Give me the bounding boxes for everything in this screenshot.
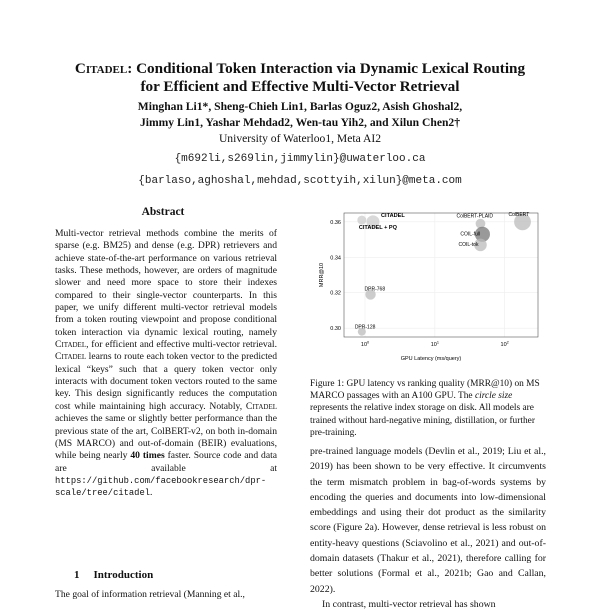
label-colbert: ColBERT xyxy=(508,211,530,218)
x-tick-label: $10^2$ xyxy=(500,340,509,348)
label-coil-tok: COIL-tok xyxy=(458,241,479,248)
y-tick-label: 0.30 xyxy=(330,326,341,333)
abstract-text-3: learns to route each token vector to the predicted lexical “keys” such that a query token vector only interacts with document token vectors routed to the same key. This design significantly reduces the computation cost while maintaining high accuracy. Notably, xyxy=(55,351,277,412)
chart-grid xyxy=(344,213,538,337)
abstract-name-3: Citadel xyxy=(245,400,277,412)
paragraph-dense-retrieval: pre-trained language models (Devlin et al., 2019; Liu et al., 2019) has been shown to be very effective. It circumvents the term mismatch problem in bag-of-words systems by encoding the queries and documents into low-dimensional embeddings and using their dot product as the similarity score (Figure 2a). However, dense retrieval is less robust on entity-heavy questions (Sciavolino et al., 2021) and out-of-domain datasets (Thakur et al., 2021), therefore calling for better solutions (Formal et al., 2021b; Gao and Callan, 2022). xyxy=(310,446,546,595)
caption-emphasis: circle size xyxy=(474,391,513,402)
source-code-link[interactable]: https://github.com/facebookresearch/dpr-scale/tree/citadel xyxy=(55,475,267,499)
figure-caption xyxy=(310,378,546,439)
abstract-text-1: Multi-vector retrieval methods combine the merits of sparse (e.g. BM25) and dense (e.g. DPR) retrievers and achieve state-of-the-art performance on various retrieval tasks. These methods, however, are orders of magnitude slower and need more space to store their indexes compared to their single-vector counterparts. In this paper, we unify different multi-vector retrieval models from a token routing viewpoint and propose conditional token interaction via dynamic lexical routing, namely xyxy=(55,228,277,338)
x-tick-exponent: 1 xyxy=(436,340,439,345)
label-colbert-plaid: ColBERT-PLAID xyxy=(456,213,494,220)
x-tick-label: $10^0$ xyxy=(360,340,370,348)
label-citadel: CITADEL xyxy=(380,212,405,219)
abstract-body xyxy=(55,228,277,500)
y-tick-labels xyxy=(330,220,341,332)
point-citadel-pq xyxy=(357,216,366,225)
paragraph-multi-vector: In contrast, multi-vector retrieval has shown xyxy=(322,598,496,610)
x-tick-exponent: 2 xyxy=(506,340,509,345)
plot-frame xyxy=(344,213,538,337)
abstract-speedup: 40 times xyxy=(130,450,165,462)
abstract-name-1: Citadel xyxy=(55,339,87,351)
title-line1: : Conditional Token Interaction via Dynamic Lexical Routing xyxy=(127,60,526,77)
email-line-meta: {barlaso,aghoshal,mehdad,scottyih,xilun}@meta.com xyxy=(138,175,462,187)
introduction-heading xyxy=(74,569,167,581)
authors-line2: Jimmy Lin1, Yashar Mehdad2, Wen-tau Yih2, and Xilun Chen2† xyxy=(139,116,461,129)
right-column-text xyxy=(310,444,546,612)
author-list xyxy=(20,99,580,131)
section-title: Introduction xyxy=(93,569,154,581)
y-tick-label: 0.36 xyxy=(330,219,341,226)
authors-line1: Minghan Li1*, Sheng-Chieh Lin1, Barlas Oguz2, Asish Ghoshal2, xyxy=(137,100,463,113)
abstract-heading: Abstract xyxy=(141,206,185,218)
x-axis-label: GPU Latency (ms/query) xyxy=(400,356,462,362)
x-tick-exponent: 0 xyxy=(367,340,370,345)
y-tick-label: 0.34 xyxy=(330,255,341,262)
introduction-text: The goal of information retrieval (Manning et al., xyxy=(55,589,245,600)
latency-vs-mrr-chart xyxy=(316,205,546,367)
paper-title xyxy=(20,60,580,96)
affiliation: University of Waterloo1, Meta AI2 xyxy=(218,132,382,145)
y-axis-label: MRR@10 xyxy=(319,262,325,288)
label-citadel-pq: CITADEL + PQ xyxy=(358,225,398,232)
label-coil-full: COIL-full xyxy=(460,231,481,238)
abstract-text-5: faster. Source code and data are available at xyxy=(55,450,278,474)
email-line-waterloo: {m692li,s269lin,jimmylin}@uwaterloo.ca xyxy=(174,153,426,165)
caption-text-2: represents the relative index storage on disk. All models are trained without hard-negative mining, distillation, or further pre-training. xyxy=(310,403,535,438)
abstract-name-2: Citadel xyxy=(55,351,87,363)
abstract-end: . xyxy=(150,487,153,499)
x-tick-label: $10^1$ xyxy=(430,340,439,348)
abstract-text-2: , for efficient and effective multi-vector retrieval. xyxy=(86,339,277,351)
y-tick-label: 0.32 xyxy=(330,290,341,297)
caption-text-1: Figure 1: GPU latency vs ranking quality (MRR@10) on MS MARCO passages with an A100 GPU. The xyxy=(310,379,540,402)
section-number: 1 xyxy=(74,569,80,581)
label-dpr-768: DPR-768 xyxy=(364,286,386,293)
x-tick-labels xyxy=(361,341,509,348)
abstract-text-4: achieves the same or slightly better performance than the previous state of the art, ColBERT-v2, on both in-domain (MS MARCO) and out-of-domain (BEIR) evaluations, while being nearly xyxy=(55,413,277,462)
title-system-name: Citadel xyxy=(74,60,128,77)
label-dpr-128: DPR-128 xyxy=(354,324,376,331)
title-line2: for Efficient and Effective Multi-Vector Retrieval xyxy=(140,78,460,95)
